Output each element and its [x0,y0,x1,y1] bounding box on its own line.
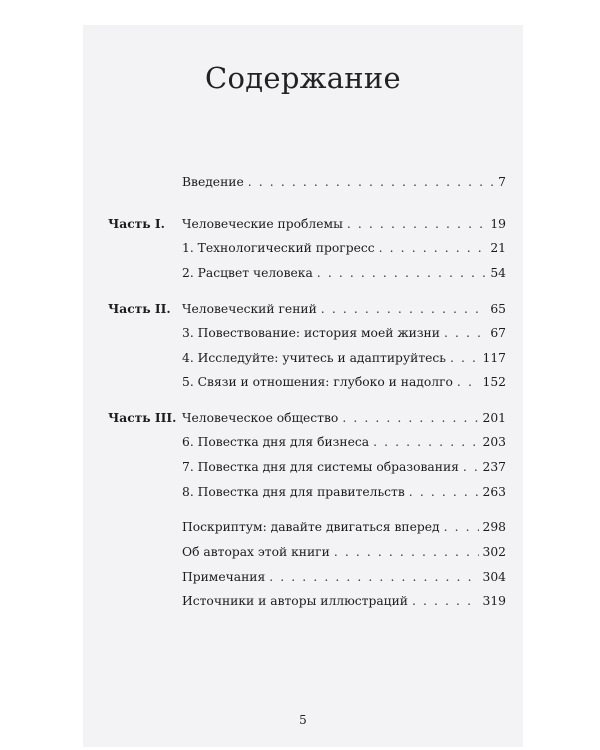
dot-leader [347,214,486,234]
toc-entry [182,299,506,319]
toc-entry-title: 5. Связи и отношения: глубоко и надолго [182,375,453,389]
dot-leader [463,457,479,477]
dot-leader [321,299,487,319]
toc-entry-page: 203 [482,435,506,449]
toc-row [83,591,523,611]
dot-leader [248,172,494,192]
dot-leader [269,567,478,587]
page-number: 5 [299,713,307,727]
dot-leader [379,238,487,258]
toc-entry [182,238,506,258]
toc-entry-page: 302 [482,545,506,559]
toc-entry-page: 263 [482,485,506,499]
toc-part-label: Часть II. [108,301,171,316]
toc-entry-page: 298 [482,520,506,534]
toc-row [83,172,523,192]
toc-entry [182,591,506,611]
toc-entry-page: 201 [482,411,506,425]
dot-leader [450,348,479,368]
toc-entry-page: 21 [490,241,506,255]
toc-entry-title: 3. Повествование: история моей жизни [182,326,440,340]
toc-entry [182,408,506,428]
toc-entry [182,372,506,392]
toc-row [83,372,523,392]
toc-entry-page: 67 [490,326,506,340]
toc-entry-title: 7. Повестка дня для системы образования [182,460,459,474]
toc-row [83,482,523,502]
toc-entry-title: 8. Повестка дня для правительств [182,485,405,499]
toc-entry-title: Источники и авторы иллюстраций [182,594,408,608]
toc-entry-page: 19 [490,217,506,231]
dot-leader [334,542,479,562]
toc-row [83,542,523,562]
toc-entry [182,482,506,502]
toc-entry [182,263,506,283]
toc-row [83,299,523,319]
toc-row [83,457,523,477]
toc-row [83,238,523,258]
dot-leader [444,517,479,537]
toc-row [83,323,523,343]
toc-entry-title: 1. Технологический прогресс [182,241,375,255]
toc-entry-page: 237 [482,460,506,474]
toc-entry-page: 7 [498,175,506,189]
toc-entry [182,457,506,477]
toc-entry-title: Об авторах этой книги [182,545,330,559]
dot-leader [412,591,479,611]
toc-entry-title: Человеческое общество [182,411,339,425]
toc-entry-title: Введение [182,175,244,189]
toc-entry [182,172,506,192]
toc-entry-title: Поскриптум: давайте двигаться вперед [182,520,440,534]
toc-entry-page: 65 [490,302,506,316]
toc-row [83,517,523,537]
toc-entry-page: 304 [482,570,506,584]
toc-entry-title: 6. Повестка дня для бизнеса [182,435,370,449]
toc-row [83,263,523,283]
toc-part-label: Часть I. [108,216,165,231]
dot-leader [373,432,478,452]
toc-entry-page: 54 [490,266,506,280]
toc-entry-title: 2. Расцвет человека [182,266,313,280]
toc-entry [182,567,506,587]
toc-entry [182,214,506,234]
toc-row [83,432,523,452]
toc-entry-page: 117 [482,351,506,365]
dot-leader [457,372,479,392]
toc-entry [182,542,506,562]
toc-entry-page: 152 [482,375,506,389]
toc-entry-title: Человеческий гений [182,302,317,316]
page-title: Содержание [204,61,402,95]
toc-entry-title: 4. Исследуйте: учитесь и адаптируйтесь [182,351,446,365]
dot-leader [342,408,478,428]
toc-row [83,214,523,234]
toc-entry-title: Человеческие проблемы [182,217,343,231]
dot-leader [444,323,486,343]
toc-row [83,408,523,428]
toc-entry-page: 319 [482,594,506,608]
toc-entry [182,348,506,368]
toc-entry [182,432,506,452]
book-page [83,25,523,747]
toc-row [83,567,523,587]
toc-entry-title: Примечания [182,570,266,584]
toc-row [83,348,523,368]
toc-part-label: Часть III. [108,410,177,425]
toc-entry [182,323,506,343]
dot-leader [409,482,479,502]
toc-entry [182,517,506,537]
dot-leader [317,263,487,283]
